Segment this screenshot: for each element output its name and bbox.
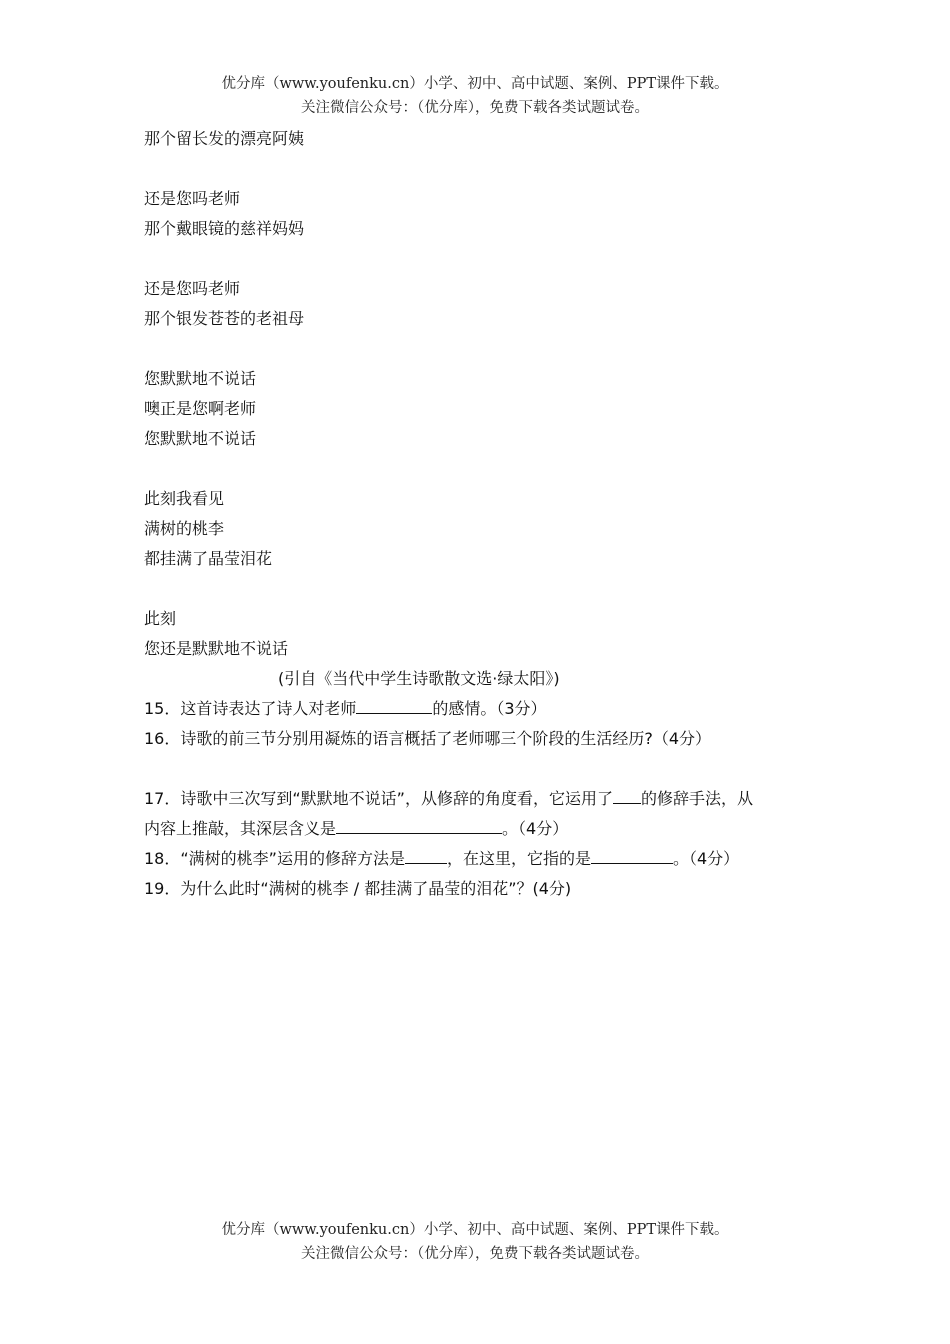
poem-line: 那个银发苍苍的老祖母 xyxy=(144,309,305,328)
question-text: 。（4分） xyxy=(672,849,740,868)
question-text: 15．这首诗表达了诗人对老师 xyxy=(144,699,357,718)
footer-line-2: 关注微信公众号：（优分库），免费下载各类试题试卷。 xyxy=(301,1246,649,1262)
question-18 xyxy=(144,844,824,874)
question-16 xyxy=(144,724,824,754)
poem-line: 此刻我看见 xyxy=(144,489,225,508)
question-text: 18．“满树的桃李”运用的修辞方法是 xyxy=(144,849,405,868)
question-text: 的感情。（3分） xyxy=(432,699,547,718)
poem-line: 您还是默默地不说话 xyxy=(144,639,289,658)
poem-line: 满树的桃李 xyxy=(144,519,225,538)
question-text: ，在这里，它指的是 xyxy=(446,849,591,868)
document-body xyxy=(144,124,824,904)
question-text: 16．诗歌的前三节分别用凝炼的语言概括了老师哪三个阶段的生活经历?（4分） xyxy=(144,729,712,748)
poem-line: 还是您吗老师 xyxy=(144,189,241,208)
header-line-2: 关注微信公众号：（优分库），免费下载各类试题试卷。 xyxy=(301,100,649,116)
question-19 xyxy=(144,874,824,904)
poem-line: 噢正是您啊老师 xyxy=(144,399,257,418)
footer-line-1: 优分库（www.youfenku.cn）小学、初中、高中试题、案例、PPT课件下载。 xyxy=(221,1222,729,1238)
poem-line: 还是您吗老师 xyxy=(144,279,241,298)
poem-citation: (引自《当代中学生诗歌散文选·绿太阳》) xyxy=(278,669,560,688)
answer-blank[interactable] xyxy=(405,845,447,864)
poem-line: 此刻 xyxy=(144,609,177,628)
question-text: 内容上推敲，其深层含义是 xyxy=(144,819,337,838)
question-17-cont xyxy=(144,814,824,844)
question-text: 17．诗歌中三次写到“默默地不说话”，从修辞的角度看，它运用了 xyxy=(144,789,613,808)
poem-line: 您默默地不说话 xyxy=(144,369,257,388)
poem-line: 那个留长发的漂亮阿姨 xyxy=(144,129,305,148)
poem-line: 您默默地不说话 xyxy=(144,429,257,448)
page-footer xyxy=(0,1218,950,1266)
header-line-1: 优分库（www.youfenku.cn）小学、初中、高中试题、案例、PPT课件下载。 xyxy=(221,76,729,92)
question-17 xyxy=(144,784,824,814)
answer-blank[interactable] xyxy=(336,815,502,834)
poem-line: 那个戴眼镜的慈祥妈妈 xyxy=(144,219,305,238)
answer-blank[interactable] xyxy=(591,845,673,864)
question-text: 19．为什么此时“满树的桃李 / 都挂满了晶莹的泪花”？(4分) xyxy=(144,879,572,898)
answer-blank[interactable] xyxy=(356,695,432,714)
question-text: 。（4分） xyxy=(502,819,569,838)
page-header xyxy=(0,72,950,120)
question-text: 的修辞手法，从 xyxy=(640,789,753,808)
question-15 xyxy=(144,694,824,724)
answer-blank[interactable] xyxy=(613,785,641,804)
poem-line: 都挂满了晶莹泪花 xyxy=(144,549,273,568)
